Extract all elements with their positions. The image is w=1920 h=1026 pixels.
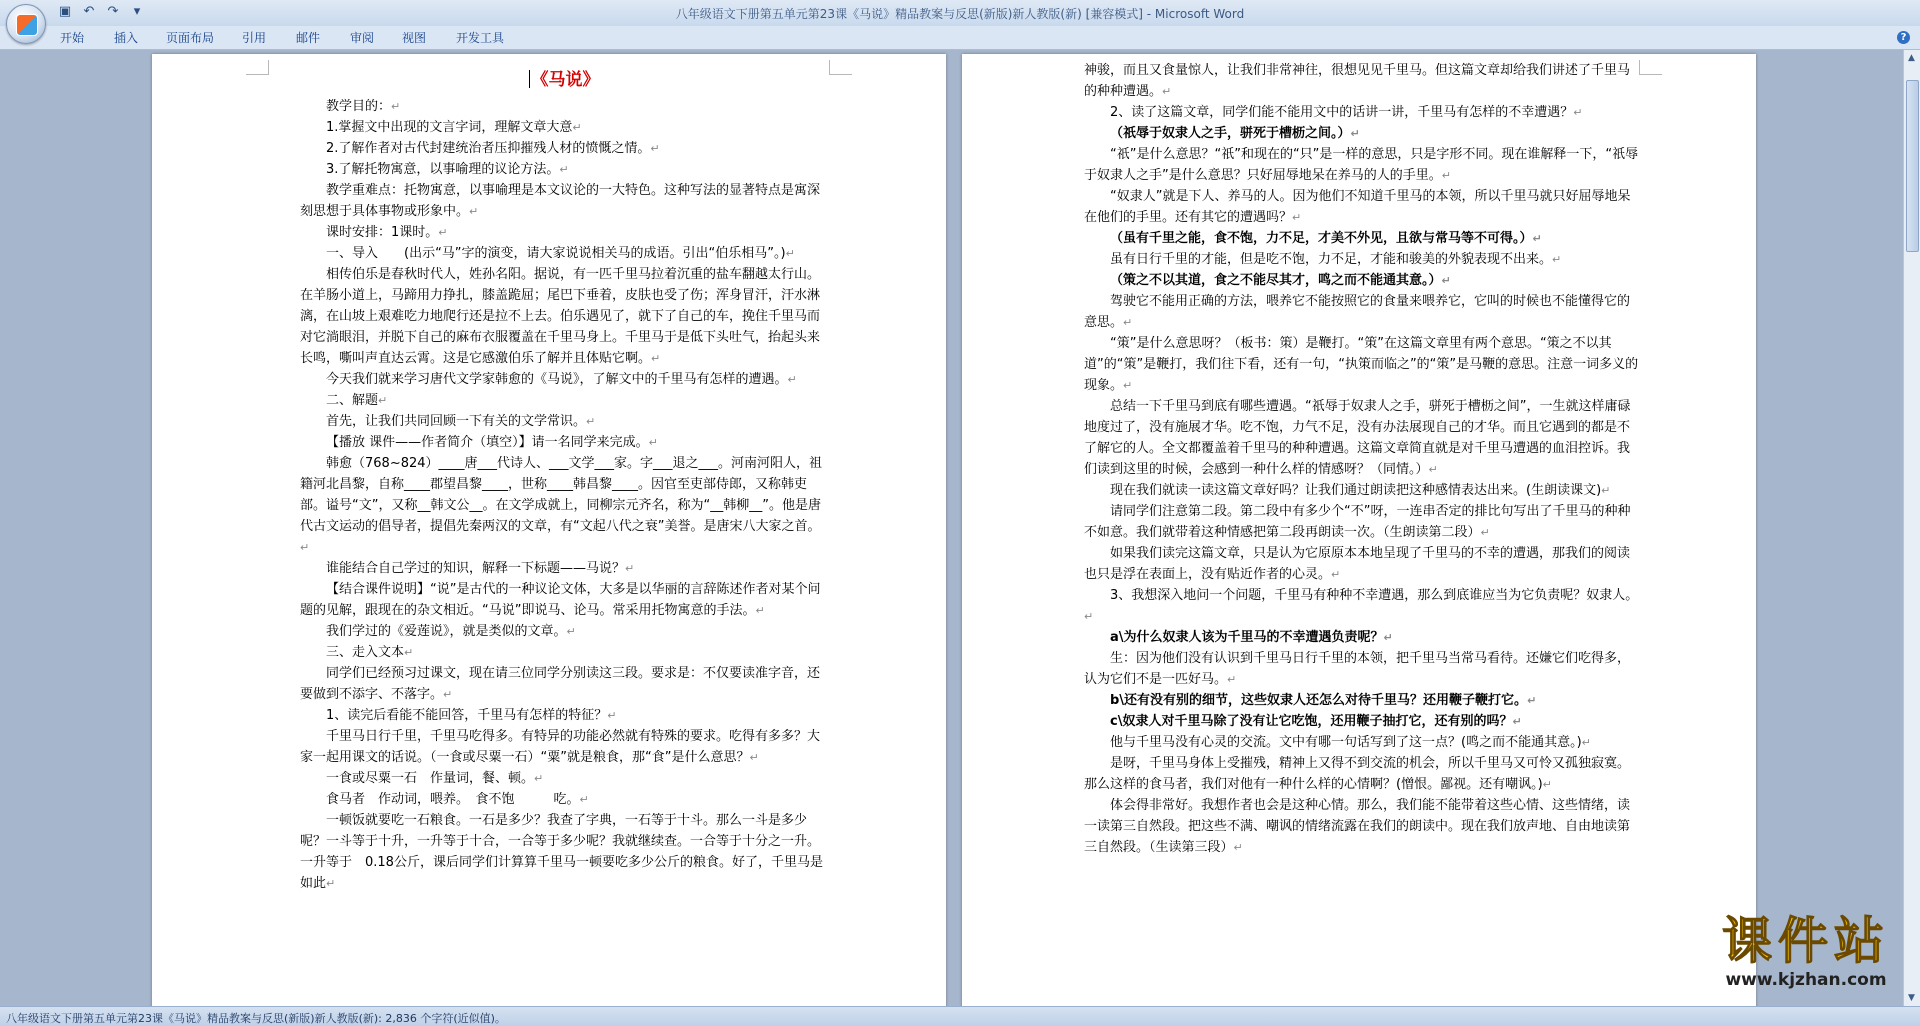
paragraph-mark-icon: ↵ <box>607 709 617 722</box>
paragraph: 今天我们就来学习唐代文学家韩愈的《马说》，了解文中的千里马有怎样的遭遇。↵ <box>326 372 797 387</box>
tab-view[interactable]: 视图 <box>402 31 427 45</box>
paragraph-mark-icon: ↵ <box>1162 85 1172 98</box>
paragraph-mark-icon: ↵ <box>1123 316 1133 329</box>
paragraph: 一、导入 (出示“马”字的演变，请大家说说相关马的成语。引出“伯乐相马”。)↵ <box>326 246 795 261</box>
document-title-text: 《马说》 <box>531 70 600 90</box>
paragraph-mark-icon: ↵ <box>1581 736 1591 749</box>
vertical-scrollbar[interactable] <box>1903 50 1920 1006</box>
paragraph-mark-icon: ↵ <box>579 793 589 806</box>
paragraph: 教学重难点：托物寓意，以事喻理是本文议论的一大特色。这种写法的显著特点是寓深刻思想于具体事物或形象中。↵ <box>300 183 821 219</box>
paragraph: 一顿饭就要吃一石粮食。一石是多少？我查了字典，一石等于十斗。那么一斗是多少呢？一斗等于十升，一升等于十合，一合等于多少呢？我就继续查。一合等于十分之一升。一升等于 0.18公斤，课后同学们计算算千里马一顿要吃多少公斤的粮食。好了，千里马是如此↵ <box>300 813 823 891</box>
paragraph-mark-icon: ↵ <box>749 751 759 764</box>
paragraph: a\为什么奴隶人该为千里马的不幸遭遇负责呢？↵ <box>1110 630 1393 645</box>
paragraph-mark-icon: ↵ <box>404 646 414 659</box>
paragraph: 3、我想深入地问一个问题，千里马有种种不幸遭遇，那么到底谁应当为它负责呢？奴隶人。↵ <box>1084 588 1639 623</box>
ribbon-tabs <box>0 26 1920 50</box>
tab-home[interactable]: 开始 <box>60 31 85 45</box>
paragraph-mark-icon: ↵ <box>534 772 544 785</box>
paragraph: 千里马日行千里，千里马吃得多。有特异的功能必然就有特殊的要求。吃得有多多？大家一起用课文的话说。（一食或尽粟一石）“粟”就是粮食，那“食”是什么意思？↵ <box>300 729 821 765</box>
scroll-up-icon[interactable]: ▲ <box>1908 53 1915 63</box>
right-page-text[interactable] <box>1084 60 1642 858</box>
paragraph: 谁能结合自己学过的知识，解释一下标题——马说？↵ <box>326 561 635 576</box>
paragraph-mark-icon: ↵ <box>787 373 797 386</box>
paragraph: “策”是什么意思呀？（板书：策）是鞭打。“策”在这篇文章里有两个意思。“策之不以其道”的“策”是鞭打，我们往下看，还有一句，“执策而临之”的“策”是马鞭的意思。注意一词多义的现象。↵ <box>1084 336 1639 393</box>
paragraph: 2、读了这篇文章，同学们能不能用文中的话讲一讲，千里马有怎样的不幸遭遇？↵ <box>1110 105 1583 120</box>
tab-mailings[interactable]: 邮件 <box>296 31 321 45</box>
paragraph-mark-icon: ↵ <box>1527 694 1537 707</box>
paragraph-mark-icon: ↵ <box>326 877 336 890</box>
watermark-logo: 课件站 <box>1722 912 1890 970</box>
tab-page-layout[interactable]: 页面布局 <box>166 31 215 45</box>
paragraph: 我们学过的《爱莲说》，就是类似的文章。↵ <box>326 624 576 639</box>
paragraph-mark-icon: ↵ <box>1552 253 1562 266</box>
paragraph: 神骏，而且又食量惊人，让我们非常神往，很想见见千里马。但这篇文章却给我们讲述了千里马的种种遭遇。↵ <box>1084 63 1631 99</box>
tab-references[interactable]: 引用 <box>242 31 267 45</box>
paragraph: 食马者 作动词，喂养。 食不饱 吃。↵ <box>326 792 589 807</box>
paragraph-mark-icon: ↵ <box>559 163 569 176</box>
paragraph-mark-icon: ↵ <box>586 415 596 428</box>
scroll-down-icon[interactable]: ▼ <box>1908 993 1915 1003</box>
watermark-url: www.kjzhan.com <box>1725 970 1887 990</box>
status-bar <box>0 1006 1920 1026</box>
paragraph: c\奴隶人对千里马除了没有让它吃饱，还用鞭子抽打它，还有别的吗？↵ <box>1110 714 1522 729</box>
paragraph-mark-icon: ↵ <box>1601 484 1611 497</box>
crop-mark <box>1639 60 1662 75</box>
paragraph-mark-icon: ↵ <box>443 688 453 701</box>
paragraph-mark-icon: ↵ <box>1123 379 1133 392</box>
paragraph-mark-icon: ↵ <box>1292 211 1302 224</box>
tab-review[interactable]: 审阅 <box>350 31 375 45</box>
paragraph: b\还有没有别的细节，这些奴隶人还怎么对待千里马？还用鞭子鞭打它。↵ <box>1110 693 1537 708</box>
paragraph-mark-icon: ↵ <box>1441 274 1451 287</box>
undo-icon[interactable]: ↶ <box>83 4 95 19</box>
paragraph: 驾驶它不能用正确的方法，喂养它不能按照它的食量来喂养它，它叫的时候也不能懂得它的意思。↵ <box>1084 294 1631 330</box>
paragraph-mark-icon: ↵ <box>651 352 661 365</box>
paragraph: “祇”是什么意思？“祇”和现在的“只”是一样的意思，只是字形不同。现在谁解释一下，“祇辱于奴隶人之手”是什么意思？只好屈辱地呆在养马的人的手里。↵ <box>1084 147 1639 183</box>
paragraph-mark-icon: ↵ <box>300 541 310 554</box>
scroll-thumb[interactable] <box>1906 80 1919 252</box>
tab-insert[interactable]: 插入 <box>114 31 139 45</box>
tab-developer[interactable]: 开发工具 <box>456 31 505 45</box>
paragraph: 教学目的：↵ <box>326 99 401 114</box>
paragraph: 首先，让我们共同回顾一下有关的文学常识。↵ <box>326 414 596 429</box>
paragraph: 二、解题↵ <box>326 393 388 408</box>
help-icon[interactable]: ? <box>1897 31 1910 44</box>
paragraph-mark-icon: ↵ <box>785 247 795 260</box>
paragraph-mark-icon: ↵ <box>650 142 660 155</box>
paragraph: 课时安排：1课时。↵ <box>326 225 448 240</box>
paragraph: （虽有千里之能，食不饱，力不足，才美不外见，且欲与常马等不可得。）↵ <box>1110 231 1542 246</box>
paragraph: 1.掌握文中出现的文言字词，理解文章大意↵ <box>326 120 582 135</box>
crop-mark <box>829 60 852 75</box>
page-left[interactable] <box>152 54 946 1006</box>
status-text: 八年级语文下册第五单元第23课《马说》精品教案与反思(新版)新人教版(新): 2,836 个字符(近似值)。 <box>6 1012 506 1025</box>
paragraph-mark-icon: ↵ <box>1532 232 1542 245</box>
paragraph-mark-icon: ↵ <box>1331 568 1341 581</box>
paragraph-mark-icon: ↵ <box>1428 463 1438 476</box>
office-logo-icon <box>16 14 38 36</box>
paragraph-mark-icon: ↵ <box>469 205 479 218</box>
paragraph: 相传伯乐是春秋时代人，姓孙名阳。据说，有一匹千里马拉着沉重的盐车翻越太行山。在羊肠小道上，马蹄用力挣扎，膝盖跪屈；尾巴下垂着，皮肤也受了伤；浑身冒汗，汗水淋漓，在山坡上艰难吃力地爬行还是拉不上去。伯乐遇见了，就下了自己的车，挽住千里马而对它淌眼泪，并脱下自己的麻布衣服覆盖在千里马身上。千里马于是低下头吐气，抬起头来长鸣，嘶叫声直达云霄。这是它感激伯乐了解并且体贴它啊。↵ <box>300 267 821 366</box>
paragraph-mark-icon: ↵ <box>625 562 635 575</box>
paragraph-mark-icon: ↵ <box>1512 715 1522 728</box>
paragraph-mark-icon: ↵ <box>572 121 582 134</box>
left-page-text[interactable] <box>300 62 828 894</box>
paragraph: 体会得非常好。我想作者也会是这种心情。那么，我们能不能带着这些心情、这些情绪，读一读第三自然段。把这些不满、嘲讽的情绪流露在我们的朗读中。现在我们放声地、自由地读第三自然段。（生读第三段）↵ <box>1084 798 1631 855</box>
paragraph: 现在我们就读一读这篇文章好吗？让我们通过朗读把这种感情表达出来。(生朗读课文)↵ <box>1110 483 1611 498</box>
paragraph-mark-icon: ↵ <box>438 226 448 239</box>
save-icon[interactable]: ▣ <box>58 4 72 19</box>
paragraph-mark-icon: ↵ <box>1084 610 1094 623</box>
paragraph: 如果我们读完这篇文章，只是认为它原原本本地呈现了千里马的不幸的遭遇，那我们的阅读也只是浮在表面上，没有贴近作者的心灵。↵ <box>1084 546 1631 582</box>
document-title <box>300 66 828 94</box>
paragraph: 2.了解作者对古代封建统治者压抑摧残人材的愤慨之情。↵ <box>326 141 660 156</box>
customize-icon[interactable]: ▾ <box>133 4 141 19</box>
paragraph: 3.了解托物寓意，以事喻理的议论方法。↵ <box>326 162 569 177</box>
paragraph: 是呀，千里马身体上受摧残，精神上又得不到交流的机会，所以千里马又可怜又孤独寂寞。那么这样的食马者，我们对他有一种什么样的心情啊？(憎恨。鄙视。还有嘲讽。)↵ <box>1084 756 1631 792</box>
text-cursor <box>529 70 530 88</box>
paragraph-mark-icon: ↵ <box>1233 841 1243 854</box>
paragraph: （策之不以其道，食之不能尽其才，鸣之而不能通其意。）↵ <box>1110 273 1451 288</box>
paragraph: 【结合课件说明】“说”是古代的一种议论文体，大多是以华丽的言辞陈述作者对某个问题的见解，跟现在的杂文相近。“马说”即说马、论马。常采用托物寓意的手法。↵ <box>300 582 821 618</box>
paragraph-mark-icon: ↵ <box>755 604 765 617</box>
paragraph-mark-icon: ↵ <box>378 394 388 407</box>
paragraph: 请同学们注意第二段。第二段中有多少个“不”呀，一连串否定的排比句写出了千里马的种种不如意。我们就带着这种情感把第二段再朗读一次。（生朗读第二段）↵ <box>1084 504 1631 540</box>
paragraph-mark-icon: ↵ <box>391 100 401 113</box>
window-title: 八年级语文下册第五单元第23课《马说》精品教案与反思(新版)新人教版(新) [兼容模式] - Microsoft Word <box>675 7 1245 21</box>
left-paragraphs <box>300 96 828 894</box>
watermark <box>1722 914 1890 990</box>
paragraph-mark-icon: ↵ <box>1383 631 1393 644</box>
right-paragraphs <box>1084 60 1642 858</box>
paragraph-mark-icon: ↵ <box>1350 127 1360 140</box>
paragraph-mark-icon: ↵ <box>1480 526 1490 539</box>
paragraph: 1、读完后看能不能回答，千里马有怎样的特征？↵ <box>326 708 617 723</box>
paragraph-mark-icon: ↵ <box>1441 169 1451 182</box>
paragraph: 生：因为他们没有认识到千里马日行千里的本领，把千里马当常马看待。还嫌它们吃得多，认为它们不是一匹好马。↵ <box>1084 651 1631 687</box>
paragraph: 总结一下千里马到底有哪些遭遇。“祇辱于奴隶人之手，骈死于槽枥之间”，一生就这样庸碌地度过了，没有施展才华。吃不饱，力气不足，没有办法展现自己的才华。而且它遇到的都是不了解它的人。全文都覆盖着千里马的种种遭遇。这篇文章简直就是对千里马遭遇的血泪控诉。我们读到这里的时候，会感到一种什么样的情感呀？（同情。）↵ <box>1084 399 1631 477</box>
title-bar <box>0 0 1920 27</box>
paragraph: 一食或尽粟一石 作量词，餐、顿。↵ <box>326 771 544 786</box>
paragraph: 韩愈（768~824）____唐___代诗人、___文学___家。字___退之___。河南河阳人，祖籍河北昌黎，自称____郡望昌黎____，世称____韩昌黎____。因官至吏部侍郎，又称韩吏部。谥号“文”，又称__韩文公__。在文学成就上，同柳宗元齐名，称为“__韩柳__”。他是唐代古文运动的倡导者，提倡先秦两汉的文章，有“文起八代之衰”美誉。是唐宋八大家之首。↵ <box>300 456 823 554</box>
paragraph-mark-icon: ↵ <box>566 625 576 638</box>
paragraph: 虽有日行千里的才能，但是吃不饱，力不足，才能和骏美的外貌表现不出来。↵ <box>1110 252 1562 267</box>
paragraph: 同学们已经预习过课文，现在请三位同学分别读这三段。要求是：不仅要读准字音，还要做到不添字、不落字。↵ <box>300 666 821 702</box>
page-right[interactable] <box>962 54 1756 1006</box>
paragraph: 三、走入文本↵ <box>326 645 414 660</box>
office-button[interactable] <box>6 4 46 44</box>
paragraph-mark-icon: ↵ <box>1542 778 1552 791</box>
paragraph-mark-icon: ↵ <box>648 436 658 449</box>
paragraph: 他与千里马没有心灵的交流。文中有哪一句话写到了这一点？(鸣之而不能通其意。)↵ <box>1110 735 1591 750</box>
paragraph-mark-icon: ↵ <box>1227 673 1237 686</box>
paragraph: “奴隶人”就是下人、养马的人。因为他们不知道千里马的本领，所以千里马就只好屈辱地呆在他们的手里。还有其它的遭遇吗？↵ <box>1084 189 1631 225</box>
crop-mark <box>246 60 269 75</box>
paragraph: （祇辱于奴隶人之手，骈死于槽枥之间。）↵ <box>1110 126 1360 141</box>
document-area[interactable] <box>0 50 1904 1006</box>
paragraph: 【播放 课件——作者简介（填空）】请一名同学来完成。↵ <box>326 435 658 450</box>
paragraph-mark-icon: ↵ <box>1573 106 1583 119</box>
redo-icon[interactable]: ↷ <box>107 4 119 19</box>
